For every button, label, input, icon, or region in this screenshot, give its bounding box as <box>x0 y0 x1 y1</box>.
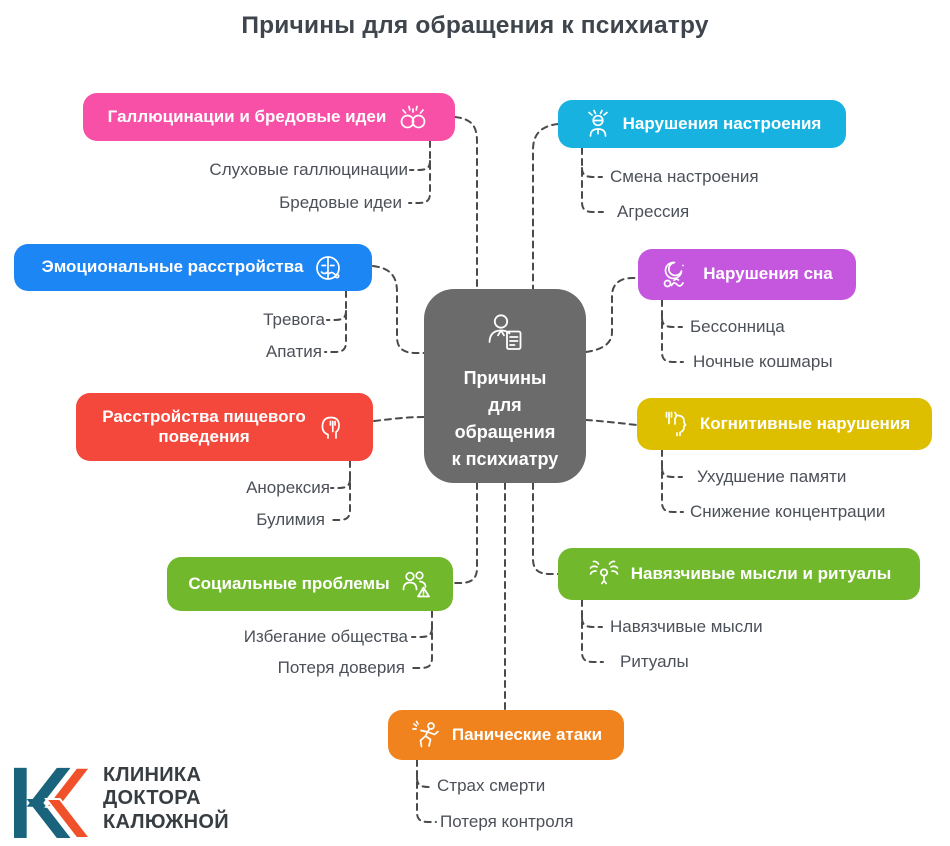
sub-item: Страх смерти <box>437 776 546 795</box>
node-cognitive-impairments <box>637 398 932 450</box>
node-label: Нарушения сна <box>703 264 833 284</box>
double-k-logo-icon <box>14 760 90 838</box>
split-mood-face-icon <box>313 253 344 283</box>
node-eating-disorders <box>76 393 373 461</box>
sub-item: Снижение концентрации <box>690 502 886 521</box>
sparking-heads-icon <box>396 102 430 132</box>
node-obsessive-thoughts <box>558 548 920 600</box>
central-node <box>424 289 586 483</box>
sub-item: Слуховые галлюцинации <box>209 160 408 179</box>
node-label: Навязчивые мысли и ритуалы <box>630 563 892 583</box>
psychiatrist-with-document-icon <box>482 311 528 355</box>
clinic-logo <box>14 760 229 838</box>
clinic-logo-text: КЛИНИКА ДОКТОРА КАЛЮЖНОЙ <box>103 763 229 833</box>
node-label: Нарушения настроения <box>622 113 822 133</box>
sub-item: Навязчивые мысли <box>610 617 763 636</box>
sub-item: Бредовые идеи <box>279 193 402 212</box>
sub-item: Ночные кошмары <box>693 352 833 371</box>
node-label: Расстройства пищевого поведения <box>102 406 306 446</box>
sub-item: Ритуалы <box>620 652 689 671</box>
head-with-fork-icon <box>317 412 348 442</box>
sub-item: Ухудшение памяти <box>697 467 847 486</box>
sub-item: Избегание общества <box>243 627 408 646</box>
node-panic-attacks <box>388 710 624 760</box>
sub-item: Смена настроения <box>610 167 759 186</box>
node-emotional <box>14 244 372 291</box>
node-mood-disorders <box>558 100 846 148</box>
stressed-person-icon <box>583 109 613 139</box>
node-label: Социальные проблемы <box>188 573 390 593</box>
sub-item: Анорексия <box>246 478 330 497</box>
sub-item: Тревога <box>263 310 325 329</box>
sub-item: Потеря доверия <box>277 658 405 677</box>
running-person-icon <box>410 720 442 750</box>
sub-item: Потеря контроля <box>440 812 574 831</box>
sub-item: Агрессия <box>617 202 690 221</box>
node-sleep-disorders <box>638 249 856 300</box>
sub-item: Булимия <box>256 510 325 529</box>
node-label: Эмоциональные расстройства <box>41 257 304 277</box>
central-node-label: Причины для обращения к психиатру <box>451 368 559 469</box>
node-label: Когнитивные нарушения <box>699 413 911 433</box>
people-warning-icon <box>400 569 432 599</box>
sub-item: Апатия <box>265 342 322 361</box>
moon-sleeper-icon <box>661 260 693 290</box>
node-hallucinations <box>83 93 455 141</box>
sub-item: Бессонница <box>690 317 785 336</box>
page-title: Причины для обращения к психиатру <box>241 12 709 39</box>
node-label: Галлюцинации и бредовые идеи <box>107 106 387 126</box>
node-social-problems <box>167 557 453 611</box>
cutlery-head-icon <box>659 409 690 439</box>
tangled-thoughts-person-icon <box>587 559 621 589</box>
node-label: Панические атаки <box>451 724 603 744</box>
